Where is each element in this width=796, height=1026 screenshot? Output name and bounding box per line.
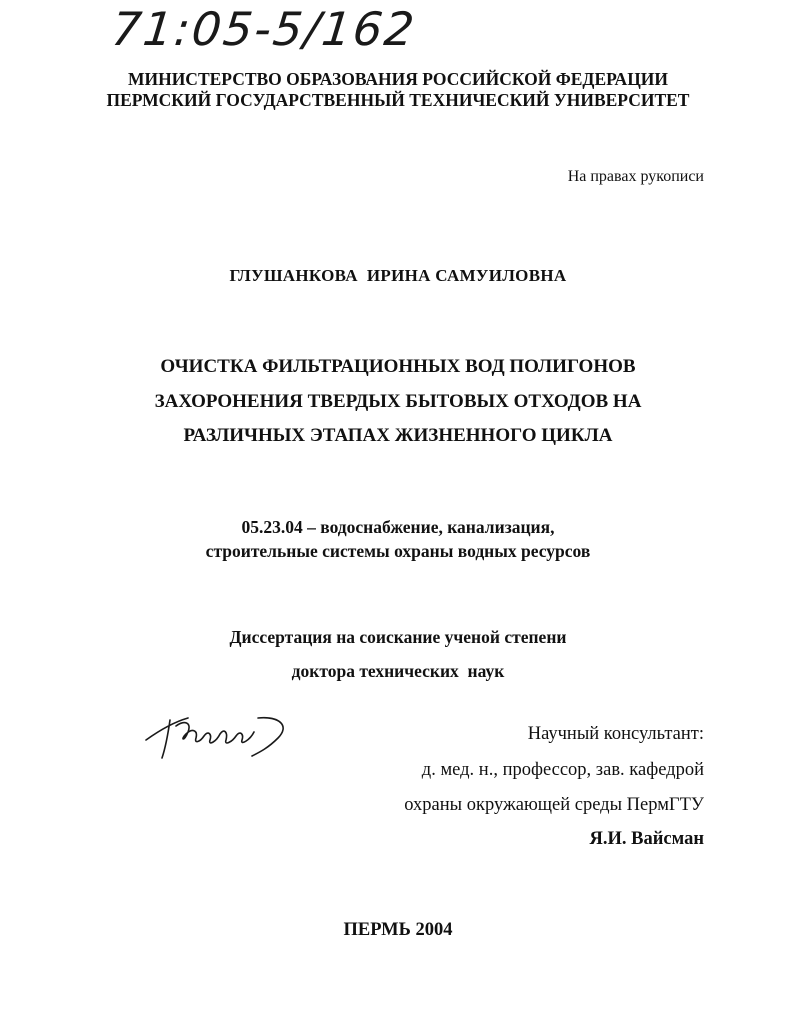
author-name: ГЛУШАНКОВА ИРИНА САМУИЛОВНА: [229, 266, 567, 285]
manuscript-note: На правах рукописи: [567, 168, 704, 185]
handwritten-signature: [140, 700, 310, 770]
city-year: ПЕРМЬ 2004: [343, 920, 453, 940]
ministry-heading: МИНИСТЕРСТВО ОБРАЗОВАНИЯ РОССИЙСКОЙ ФЕДЕРАЦИИ: [127, 69, 669, 89]
degree-line-1: Диссертация на соискание ученой степени: [229, 627, 567, 647]
specialty-line-1: 05.23.04 – водоснабжение, канализация,: [241, 517, 555, 537]
consultant-title: д. мед. н., профессор, зав. кафедрой: [421, 760, 704, 780]
catalog-number: 71:05-5/162: [109, 2, 419, 56]
degree-line-2: доктора технических наук: [291, 661, 505, 681]
consultant-department: охраны окружающей среды ПермГТУ: [404, 795, 704, 815]
consultant-name: Я.И. Вайсман: [589, 829, 704, 849]
title-line-1: ОЧИСТКА ФИЛЬТРАЦИОННЫХ ВОД ПОЛИГОНОВ: [160, 356, 636, 377]
consultant-label: Научный консультант:: [527, 724, 704, 744]
specialty-line-2: строительные системы охраны водных ресурсов: [205, 541, 591, 561]
university-heading: ПЕРМСКИЙ ГОСУДАРСТВЕННЫЙ ТЕХНИЧЕСКИЙ УНИВЕРСИТЕТ: [106, 90, 690, 110]
title-line-2: ЗАХОРОНЕНИЯ ТВЕРДЫХ БЫТОВЫХ ОТХОДОВ НА: [154, 391, 642, 412]
title-line-3: РАЗЛИЧНЫХ ЭТАПАХ ЖИЗНЕННОГО ЦИКЛА: [183, 425, 613, 446]
